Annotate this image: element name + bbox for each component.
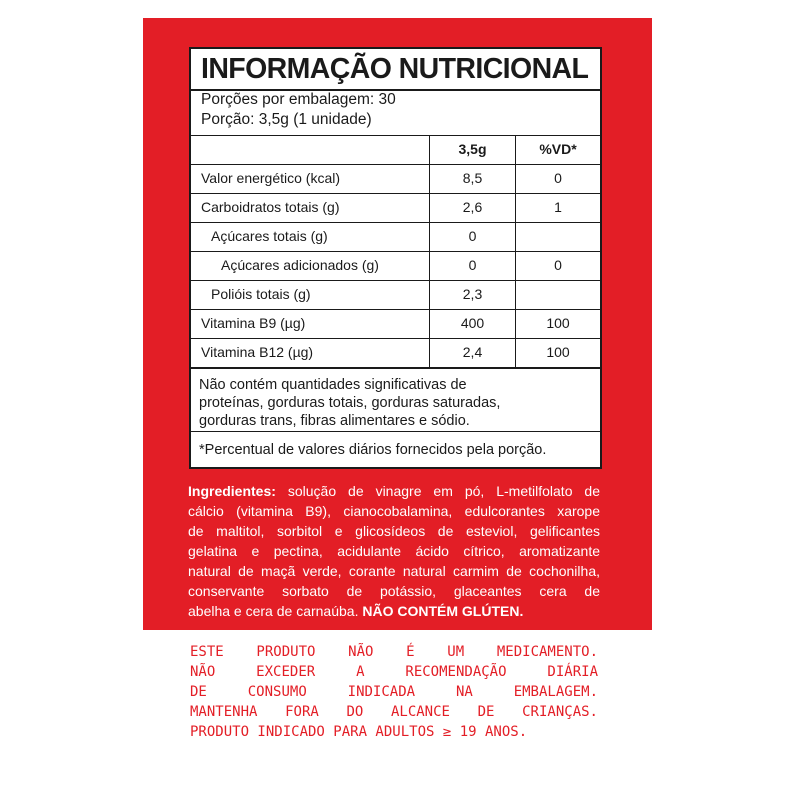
nutrient-name: Vitamina B12 (µg) xyxy=(201,344,314,360)
ingredients-line: gelatina e pectina, acidulante ácido cítrico, aromatizante xyxy=(188,543,600,559)
warning-line: MANTENHA FORA DO ALCANCE DE CRIANÇAS. xyxy=(190,704,598,720)
gluten-statement: NÃO CONTÉM GLÚTEN. xyxy=(362,603,524,619)
column-header-dv: %VD* xyxy=(539,141,577,157)
nutrient-dv: 0 xyxy=(554,170,562,186)
nutrition-title: INFORMAÇÃO NUTRICIONAL xyxy=(201,53,589,85)
ingredients-line: conservante sorbato de potássio, glaceantes cera de xyxy=(188,583,600,599)
nutrient-dv: 100 xyxy=(546,344,570,360)
daily-value-footnote: *Percentual de valores diários fornecidos pela porção. xyxy=(199,442,547,458)
nutrition-facts-table xyxy=(189,47,602,469)
column-header-amount: 3,5g xyxy=(458,141,487,157)
table-rule xyxy=(191,431,600,432)
nutrient-amount: 0 xyxy=(468,257,477,273)
nutrient-dv: 100 xyxy=(546,315,570,331)
ingredients-block xyxy=(188,481,600,621)
warning-block xyxy=(190,642,598,742)
warning-line: DE CONSUMO INDICADA NA EMBALAGEM. xyxy=(190,684,598,700)
not-significant-note-line: Não contém quantidades significativas de xyxy=(199,377,467,393)
warning-line: NÃO EXCEDER A RECOMENDAÇÃO DIÁRIA xyxy=(190,664,598,680)
nutrient-name: Açúcares totais (g) xyxy=(211,228,328,244)
nutrient-name: Vitamina B9 (µg) xyxy=(201,315,306,331)
nutrient-name: Carboidratos totais (g) xyxy=(201,199,340,215)
nutrient-name: Valor energético (kcal) xyxy=(201,170,341,186)
nutrient-amount: 8,5 xyxy=(462,170,483,186)
ingredients-label: Ingredientes: xyxy=(188,483,276,499)
nutrient-dv xyxy=(516,222,600,251)
warning-line: ESTE PRODUTO NÃO É UM MEDICAMENTO. xyxy=(190,644,598,660)
nutrient-dv: 1 xyxy=(554,199,562,215)
ingredients-text: abelha e cera de carnaúba. xyxy=(188,603,359,619)
nutrient-amount: 2,6 xyxy=(462,199,483,215)
table-rule xyxy=(191,367,600,369)
nutrient-amount: 400 xyxy=(460,315,485,331)
nutrient-dv: 0 xyxy=(554,257,562,273)
nutrient-amount: 0 xyxy=(468,228,477,244)
nutrient-name: Açúcares adicionados (g) xyxy=(221,257,379,273)
nutrient-amount: 2,4 xyxy=(462,344,483,360)
ingredients-line xyxy=(188,481,600,501)
ingredients-line: de maltitol, sorbitol e glicosídeos de esteviol, gelificantes xyxy=(188,523,600,539)
not-significant-note-line: proteínas, gorduras totais, gorduras saturadas, xyxy=(199,395,501,411)
not-significant-note-line: gorduras trans, fibras alimentares e sódio. xyxy=(199,413,470,429)
warning-line: PRODUTO INDICADO PARA ADULTOS ≥ 19 ANOS. xyxy=(190,724,528,740)
nutrient-amount: 2,3 xyxy=(462,286,483,302)
ingredients-line: cálcio (vitamina B9), cianocobalamina, edulcorantes xarope xyxy=(188,503,600,519)
ingredients-line xyxy=(188,601,600,621)
ingredients-text: solução de vinagre em pó, L-metilfolato de xyxy=(287,483,601,499)
serving-size: Porção: 3,5g (1 unidade) xyxy=(201,111,372,128)
ingredients-line: natural de maçã verde, corante natural carmim de cochonilha, xyxy=(188,563,600,579)
servings-per-package: Porções por embalagem: 30 xyxy=(201,91,396,108)
nutrient-dv xyxy=(516,280,600,309)
nutrient-name: Polióis totais (g) xyxy=(211,286,311,302)
